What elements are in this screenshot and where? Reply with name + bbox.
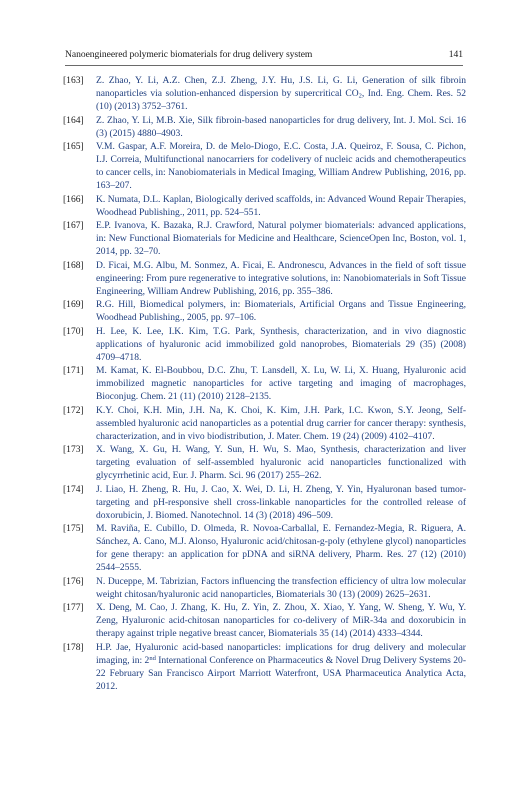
reference-item [63, 404, 466, 443]
reference-item [63, 443, 466, 482]
reference-item [63, 193, 466, 219]
reference-citation-link[interactable]: N. Duceppe, M. Tabrizian, Factors influencing the transfection efficiency of ultra low molecular weight chitosan/hyaluronic acid nanoparticles, Biomaterials 30 (13) (2009) 2625–2631. [96, 575, 466, 600]
reference-item [63, 114, 466, 140]
reference-number: [177] [63, 602, 84, 614]
reference-citation-link[interactable]: V.M. Gaspar, A.F. Moreira, D. de Melo-Diogo, E.C. Costa, J.A. Queiroz, F. Sousa, C. Pichon, I.J. Correia, Multifunctional nanocarriers for codelivery of nucleic acids and chemotherapeutics to cancer cells, in: Nanobiomaterials in Medical Imaging, William Andrew Publishing, 2016, pp. 163–207. [96, 141, 466, 192]
reference-number: [175] [63, 523, 84, 535]
reference-item [63, 259, 466, 298]
reference-item [63, 298, 466, 324]
reference-citation-link[interactable]: H.P. Jae, Hyaluronic acid-based nanoparticles: implications for drug delivery and molecular imaging, in: 2nd International Conference on Pharmaceutics & Novel Drug Delivery Systems 20-22 February San Francisco Airport Marriott Waterfront, USA Pharmaceutica Analytica Acta, 2012. [96, 641, 466, 693]
reference-item [63, 575, 466, 601]
reference-number: [164] [63, 114, 84, 126]
reference-item [63, 601, 466, 640]
reference-number: [167] [63, 220, 84, 232]
reference-list [63, 74, 466, 693]
reference-citation-link[interactable]: J. Liao, H. Zheng, R. Hu, J. Cao, X. Wei, D. Li, H. Zheng, Y. Yin, Hyaluronan based tumor-targeting and pH-responsive shell cross-linkable nanoparticles for the controlled release of doxorubicin, J. Biomed. Nanotechnol. 14 (3) (2018) 496–509. [96, 483, 466, 521]
reference-citation-link[interactable]: R.G. Hill, Biomedical polymers, in: Biomaterials, Artificial Organs and Tissue Engineering, Woodhead Publishing., 2005, pp. 97–106. [96, 299, 466, 324]
reference-number: [174] [63, 483, 84, 495]
reference-number: [172] [63, 404, 84, 416]
reference-item [63, 219, 466, 258]
reference-number: [168] [63, 259, 84, 271]
reference-number: [173] [63, 444, 84, 456]
reference-citation-link[interactable]: X. Wang, X. Gu, H. Wang, Y. Sun, H. Wu, S. Mao, Synthesis, characterization and liver targeting evaluation of self-assembled hyaluronic acid nanoparticles functionalized with glycyrrhetinic acid, Eur. J. Pharm. Sci. 96 (2017) 255–262. [96, 444, 466, 482]
reference-citation-link[interactable]: M. Kamat, K. El-Boubbou, D.C. Zhu, T. Lansdell, X. Lu, W. Li, X. Huang, Hyaluronic acid immobilized magnetic nanoparticles for active targeting and imaging of macrophages, Bioconjug. Chem. 21 (11) (2010) 2128–2135. [96, 365, 466, 403]
reference-number: [169] [63, 299, 84, 311]
reference-citation-link[interactable]: Z. Zhao, Y. Li, A.Z. Chen, Z.J. Zheng, J.Y. Hu, J.S. Li, G. Li, Generation of silk fibroin nanoparticles via solution-enhanced dispersion by supercritical $CO_2$, Ind. Eng. Chem. Res. 52 (10) (2013) 3752–3761. [96, 75, 466, 113]
reference-citation-link[interactable]: D. Ficai, M.G. Albu, M. Sonmez, A. Ficai, E. Andronescu, Advances in the field of soft tissue engineering: From pure regenerative to integrative solutions, in: Nanobiomaterials in Soft Tissue Engineering, William Andrew Publishing, 2016, pp. 355–386. [96, 259, 466, 297]
reference-citation-link[interactable]: H. Lee, K. Lee, I.K. Kim, T.G. Park, Synthesis, characterization, and in vivo diagnostic applications of hyaluronic acid immobilized gold nanoprobes, Biomaterials 29 (35) (2008) 4709–4718. [96, 325, 466, 363]
running-title: Nanoengineered polymeric biomaterials for drug delivery system [65, 49, 313, 60]
reference-number: [170] [63, 325, 84, 337]
reference-item [63, 74, 466, 113]
reference-citation-link[interactable]: M. Raviña, E. Cubillo, D. Olmeda, R. Novoa-Carballal, E. Fernandez-Megia, R. Riguera, A. Sánchez, A. Cano, M.J. Alonso, Hyaluronic acid/chitosan-g-poly (ethylene glycol) nanoparticles for gene therapy: an application for pDNA and siRNA delivery, Pharm. Res. 27 (12) (2010) 2544–2555. [96, 523, 466, 574]
reference-number: [178] [63, 641, 84, 653]
reference-citation-link[interactable]: X. Deng, M. Cao, J. Zhang, K. Hu, Z. Yin, Z. Zhou, X. Xiao, Y. Yang, W. Sheng, Y. Wu, Y. Zeng, Hyaluronic acid-chitosan nanoparticles for co-delivery of MiR-34a and doxorubicin in therapy against triple negative breast cancer, Biomaterials 35 (14) (2014) 4333–4344. [96, 602, 466, 640]
reference-number: [171] [63, 365, 84, 377]
reference-item [63, 522, 466, 574]
reference-number: [166] [63, 193, 84, 205]
reference-citation-link[interactable]: K. Numata, D.L. Kaplan, Biologically derived scaffolds, in: Advanced Wound Repair Therapies, Woodhead Publishing., 2011, pp. 524–551. [96, 193, 466, 218]
running-header [65, 49, 463, 60]
reference-citation-link[interactable]: E.P. Ivanova, K. Bazaka, R.J. Crawford, Natural polymer biomaterials: advanced applications, in: New Functional Biomaterials for Medicine and Healthcare, ScienceOpen Inc, Boston, vol. 1, 2014, pp. 32–70. [96, 220, 466, 258]
reference-item [63, 325, 466, 364]
header-rule [65, 65, 463, 66]
reference-item [63, 140, 466, 192]
reference-number: [165] [63, 141, 84, 153]
reference-number: [176] [63, 575, 84, 587]
page-number: 141 [448, 49, 463, 60]
reference-item [63, 483, 466, 522]
reference-citation-link[interactable]: Z. Zhao, Y. Li, M.B. Xie, Silk fibroin-based nanoparticles for drug delivery, Int. J. Mol. Sci. 16 (3) (2015) 4880–4903. [96, 114, 466, 139]
reference-number: [163] [63, 75, 84, 86]
reference-citation-link[interactable]: K.Y. Choi, K.H. Min, J.H. Na, K. Choi, K. Kim, J.H. Park, I.C. Kwon, S.Y. Jeong, Self-assembled hyaluronic acid nanoparticles as a potential drug carrier for cancer therapy: synthesis, characterization, and in vivo biodistribution, J. Mater. Chem. 19 (24) (2009) 4102–4107. [96, 404, 466, 442]
reference-item [63, 641, 466, 693]
reference-item [63, 364, 466, 403]
